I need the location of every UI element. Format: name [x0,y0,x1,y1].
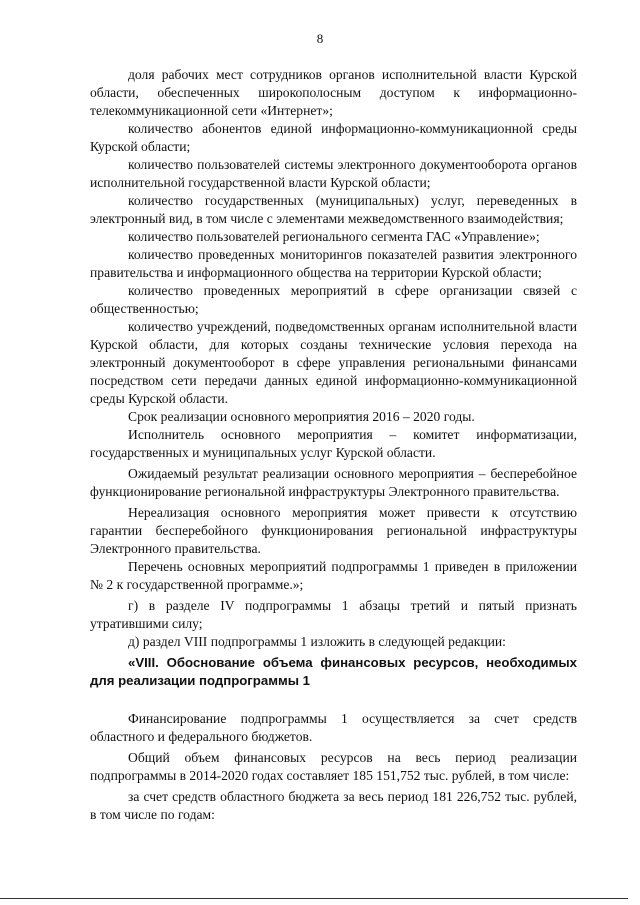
paragraph-regional-budget: за счет средств областного бюджета за весь период 181 226,752 тыс. рублей, в том числе по годам: [90,789,577,822]
paragraph-item-g: г) в разделе IV подпрограммы 1 абзацы третий и пятый признать утратившими силу; [90,598,577,631]
document-body [90,66,577,824]
page-number: 8 [316,31,324,46]
paragraph-gas-users: количество пользователей регионального сегмента ГАС «Управление»; [128,229,540,244]
paragraph-expected-result: Ожидаемый результат реализации основного мероприятия – бесперебойное функционирование региональной инфраструктуры Электронного правительства. [90,466,577,499]
paragraph-executor: Исполнитель основного мероприятия – комитет информатизации, государственных и муниципальных услуг Курской области. [90,427,577,460]
paragraph-non-implementation: Нереализация основного мероприятия может привести к отсутствию гарантии бесперебойного функционирования региональной инфраструктуры Электронного правительства. [90,505,577,556]
paragraph-institutions: количество учреждений, подведомственных органам исполнительной власти Курской области, для которых созданы технические условия перехода на электронный документооборот в сфере управления региональными финансами посредством сети передачи данных единой информационно-коммуникационной среды Курской области. [90,319,577,406]
paragraph-edms-users: количество пользователей системы электронного документооборота органов исполнительной государственной власти Курской области; [90,157,577,190]
paragraph-item-d: д) раздел VIII подпрограммы 1 изложить в следующей редакции: [128,634,506,649]
section-heading: «VIII. Обоснование объема финансовых ресурсов, необходимых для реализации подпрограммы 1 [90,655,577,688]
paragraph-subscribers: количество абонентов единой информационно-коммуникационной среды Курской области; [90,121,577,154]
bottom-divider [0,898,628,899]
paragraph-monitorings: количество проведенных мониторингов показателей развития электронного правительства и информационного общества на территории Курской области; [90,247,577,280]
paragraph-term: Срок реализации основного мероприятия 2016 – 2020 годы. [128,409,475,424]
paragraph-public-relations: количество проведенных мероприятий в сфере организации связей с общественностью; [90,283,577,316]
paragraph-total-volume: Общий объем финансовых ресурсов на весь период реализации подпрограммы в 2014-2020 годах составляет 185 151,752 тыс. рублей, в том числе: [90,750,577,783]
paragraph-financing-source: Финансирование подпрограммы 1 осуществляется за счет средств областного и федерального бюджетов. [90,711,577,744]
paragraph-electronic-services: количество государственных (муниципальных) услуг, переведенных в электронный вид, в том числе с элементами межведомственного взаимодействия; [90,193,577,226]
paragraph-list-reference: Перечень основных мероприятий подпрограммы 1 приведен в приложении № 2 к государственной программе.»; [90,559,577,592]
paragraph-workplaces-share: доля рабочих мест сотрудников органов исполнительной власти Курской области, обеспеченных широкополосным доступом к информационно-телекоммуникационной сети «Интернет»; [90,67,577,118]
